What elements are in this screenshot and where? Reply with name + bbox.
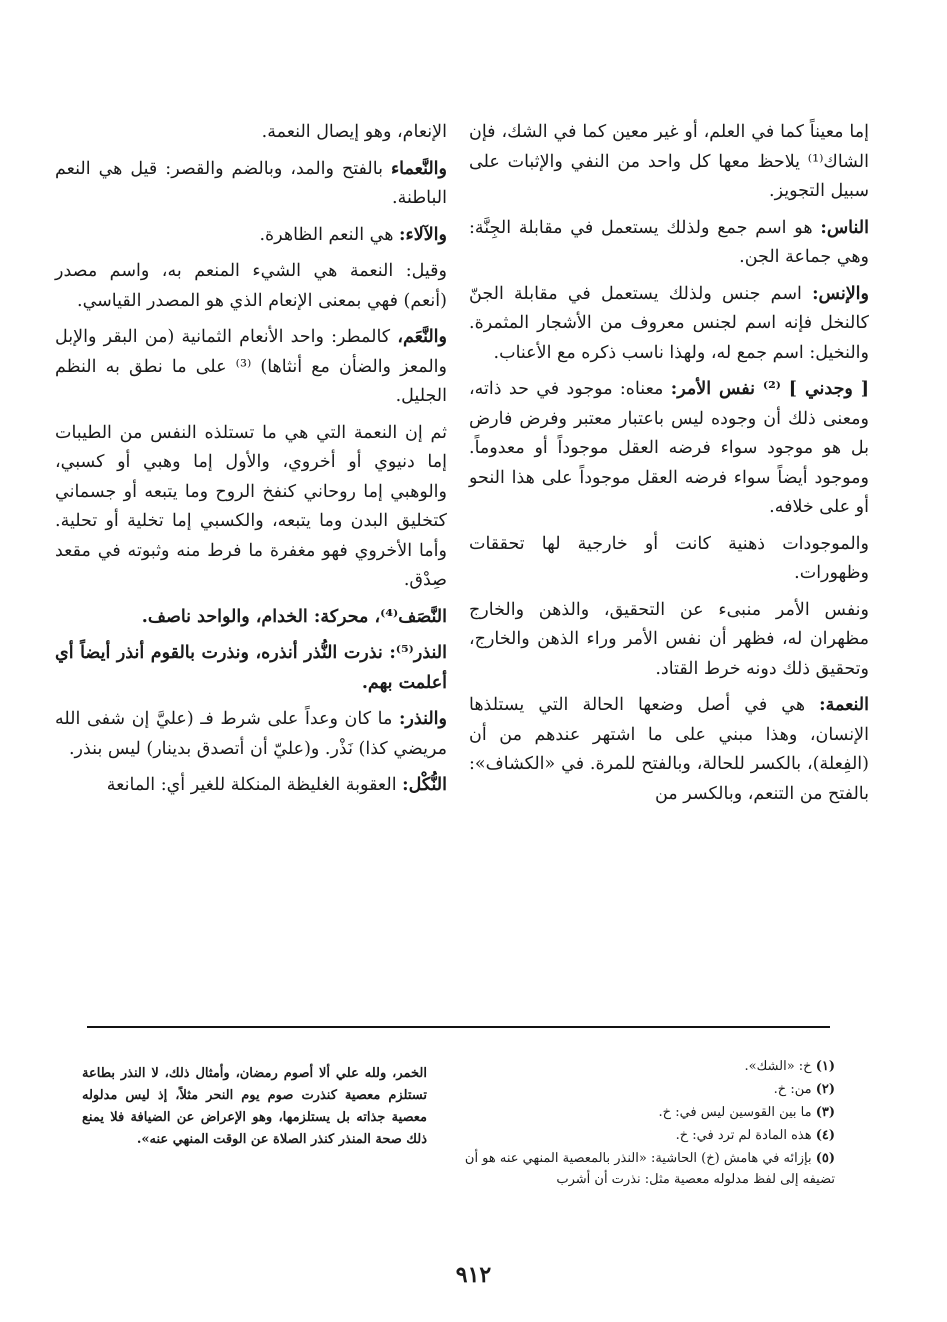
paragraph-text: معناه: موجود في حد ذاته، ومعنى ذلك أن وجوده ليس باعتبار معتبر وفرض فارض بل هو موجود سواء فرضه العقل موجوداً أو معدوماً. وموجود أيضاً سواء فرضه العقل موجوداً على هذا النحو أو على خلافه. <box>469 379 869 517</box>
footnote <box>455 1148 835 1190</box>
paragraph <box>469 375 869 523</box>
paragraph-text: ما كان وعداً على شرط فـ (عليَّ إن شفى الله مريضي كذا) نَذْر. و(عليّ أن أتصدق بدينار) ليس بنذر. <box>55 709 447 759</box>
right-column <box>469 118 869 816</box>
paragraph <box>55 639 447 698</box>
footnote-number: (٣) <box>815 1105 835 1120</box>
footnote-number: (٢) <box>815 1082 835 1097</box>
footnote-number: (٤) <box>815 1128 835 1143</box>
paragraph <box>55 419 447 596</box>
paragraph-text: هي في أصل وضعها الحالة التي يستلذها الإنسان، وهذا مبني على ما اشتهر عندهم من أن (الفِعلة)، بالكسر للحالة، وبالفتح للمرة. في «الكشاف»: بالفتح من التنعم، وبالكسر من <box>469 695 869 804</box>
paragraph-text: وقيل: النعمة هي الشيء المنعم به، واسم مصدر (أنعم) فهي بمعنى الإنعام الذي هو المصدر القياسي. <box>55 261 447 311</box>
paragraph-text: ثم إن النعمة التي هي ما تستلذه النفس من الطيبات إما دنيوي أو أخروي، والأول إما وهبي أو كسبي، والوهبي إما روحاني كنفخ الروح وما يتبعه أو جسماني كتخليق البدن وما يتبعه، والكسبي إما تخلية أو تحلية. وأما الأخروي فهو مغفرة ما فرط منه وثبوته في مقعد صِدْق. <box>55 422 447 590</box>
paragraph <box>55 771 447 801</box>
paragraph-text: بالفتح والمد، وبالضم والقصر: قيل هي النعم الباطنة. <box>55 158 447 208</box>
paragraph <box>469 214 869 273</box>
left-column <box>55 118 447 808</box>
paragraph <box>55 323 447 412</box>
paragraph <box>55 155 447 214</box>
paragraph <box>55 705 447 764</box>
paragraph-text: الإنعام، وهو إيصال النعمة. <box>261 122 447 142</box>
paragraph-term: والنَّعماء <box>390 158 447 179</box>
paragraph <box>469 596 869 685</box>
footnote-text: خ: «الشك». <box>744 1059 812 1074</box>
paragraph-text: هو اسم جمع ولذلك يستعمل في مقابلة الجِنَّة: وهي جماعة الجن. <box>469 217 869 267</box>
footnote-text: بإزائه في هامش (خ) الحاشية: «النذر بالمعصية المنهي عنه هو أن تضيفه إلى لفظ مدلوله معصية مثل: نذرت أن أشرب <box>464 1151 835 1187</box>
paragraph <box>55 603 447 633</box>
paragraph-text: إما معيناً كما في العلم، أو غير معين كما في الشك، فإن الشاك⁽¹⁾ يلاحظ معها كل واحد من النفي والإثبات على سبيل التجويز. <box>469 122 869 201</box>
footnote <box>455 1102 835 1123</box>
paragraph <box>469 118 869 207</box>
paragraph-term: النُّكْل: <box>402 775 447 795</box>
paragraph <box>55 257 447 316</box>
paragraph <box>55 221 447 251</box>
paragraph-term: والإنس: <box>812 283 869 304</box>
footnote-text: ما بين القوسين ليس في: خ. <box>658 1105 812 1120</box>
footnote <box>455 1056 835 1077</box>
paragraph <box>469 530 869 589</box>
paragraph <box>55 118 447 148</box>
paragraph-term: النعمة: <box>819 695 869 715</box>
paragraph-term: والنَّعَم، <box>397 327 447 347</box>
page-number: ٩١٢ <box>455 1262 492 1288</box>
footnote-text: من: خ. <box>773 1082 812 1097</box>
paragraph-text: ونفس الأمر منبىء عن التحقيق، والذهن والخارج مظهران له، فظهر أن نفس الأمر وراء الذهن والخارج، وتحقيق ذلك دونه خرط القتاد. <box>469 599 869 679</box>
paragraph-term: النَّصَف⁽⁴⁾، محركة: الخدام، والواحد ناصف. <box>141 606 447 627</box>
footnote-continuation: الخمر، ولله علي ألا أصوم رمضان، وأمثال ذلك، لا النذر بطاعة تستلزم معصية كنذرت صوم يوم النحر مثلاً، إذ ليس مدلوله معصية جذاته بل يستلزمها، وهو الإعراض عن الضيافة فلا يمنع ذلك صحة المنذر كنذر الصلاة عن الوقت المنهي عنه». <box>82 1066 427 1147</box>
paragraph-term: الناس: <box>820 217 869 238</box>
footnote-separator <box>87 1026 830 1028</box>
paragraph-text: كالمطر: واحد الأنعام الثمانية (من البقر والإبل والمعز والضأن مع أنثاها) ⁽³⁾ على ما نطق به النظم الجليل. <box>55 327 447 406</box>
paragraph-text: اسم جنس ولذلك يستعمل في مقابلة الجنّ كالنخل فإنه اسم لجنس معروف من الأشجار المثمرة. والنخيل: اسم جمع له، ولهذا ناسب ذكره مع الأعناب. <box>469 283 869 363</box>
paragraph-term: النذر⁽⁵⁾: نذرت النُّذر أنذره، ونذرت بالقوم أنذر أيضاً أي أعلمت بهم. <box>55 643 447 693</box>
footnote <box>455 1125 835 1146</box>
footnote-number: (١) <box>815 1059 835 1074</box>
paragraph-term: [ وجدني ] ⁽²⁾ نفس الأمر: <box>670 379 870 399</box>
paragraph-term: والآلاء: <box>399 224 447 245</box>
paragraph <box>469 280 869 369</box>
paragraph-text: العقوبة الغليظة المنكلة للغير أي: المانعة <box>106 775 403 795</box>
footnote <box>455 1079 835 1100</box>
footnote-text: هذه المادة لم ترد في: خ. <box>675 1128 812 1143</box>
paragraph <box>469 691 869 809</box>
paragraph-term: والنذر: <box>398 709 447 729</box>
paragraph-text: هي النعم الظاهرة. <box>259 224 400 245</box>
footnote-number: (٥) <box>815 1151 835 1166</box>
footnotes <box>455 1056 835 1192</box>
paragraph-text: والموجودات ذهنية كانت أو خارجية لها تحققات وظهورات. <box>469 533 869 583</box>
